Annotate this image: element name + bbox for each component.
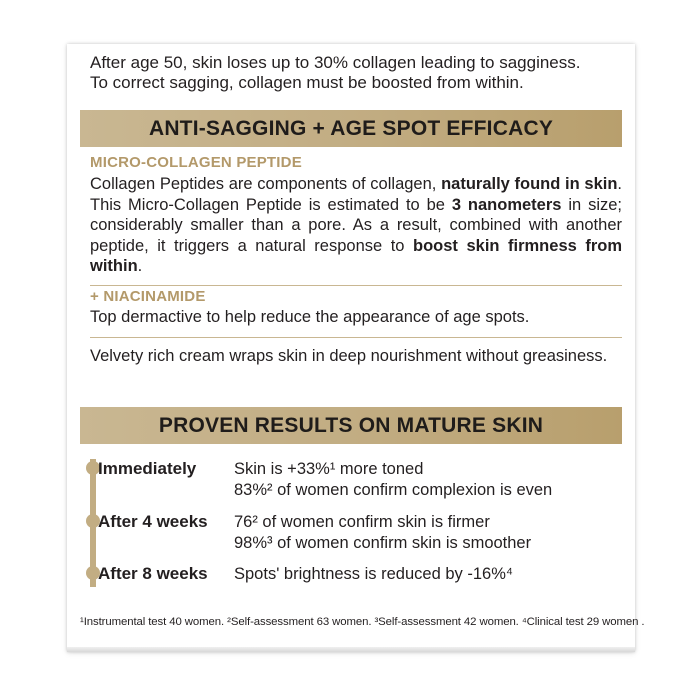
- result-text-4-weeks: [234, 512, 531, 554]
- niacinamide-heading: + NIACINAMIDE: [90, 288, 206, 305]
- micro-collagen-heading: MICRO-COLLAGEN PEPTIDE: [90, 154, 302, 171]
- cream-paragraph: Velvety rich cream wraps skin in deep nourishment without greasiness.: [90, 347, 608, 365]
- result-label-8-weeks: After 8 weeks: [98, 564, 208, 583]
- micro-text-f: boost skin firmness from within: [90, 236, 622, 275]
- result-label-immediately: Immediately: [98, 459, 197, 478]
- micro-text-c: . This Micro-Collagen Peptide is estimated to be: [90, 175, 622, 214]
- micro-text-d: 3 nanometers: [451, 195, 562, 214]
- result-line: 76² of women confirm skin is firmer: [234, 513, 490, 531]
- result-line: Skin is +33%¹ more toned: [234, 460, 424, 478]
- intro-line-2: To correct sagging, collagen must be boosted from within.: [90, 73, 524, 92]
- intro-line-1: After age 50, skin loses up to 30% collagen leading to sagginess.: [90, 53, 581, 72]
- micro-text-g: .: [137, 257, 143, 275]
- section-title-efficacy: ANTI-SAGGING + AGE SPOT EFFICACY: [80, 110, 622, 147]
- divider-2: [90, 337, 622, 338]
- section-title-results: PROVEN RESULTS ON MATURE SKIN: [80, 407, 622, 444]
- result-label-4-weeks: After 4 weeks: [98, 512, 208, 531]
- result-line: Spots' brightness is reduced by -16%⁴: [234, 565, 513, 583]
- niacinamide-paragraph: Top dermactive to help reduce the appearance of age spots.: [90, 308, 530, 326]
- result-line: 98%³ of women confirm skin is smoother: [234, 534, 532, 552]
- intro-text: [90, 53, 630, 93]
- micro-text-a: Collagen Peptides are components of collagen,: [90, 175, 442, 193]
- panel-bottom-edge: [67, 647, 635, 652]
- micro-collagen-paragraph: [90, 174, 622, 277]
- footnote: ¹Instrumental test 40 women. ²Self-assessment 63 women. ³Self-assessment 42 women. ⁴Clinical test 29 women .: [80, 616, 645, 628]
- result-text-8-weeks: [234, 564, 513, 585]
- micro-text-e: in size; considerably smaller than a pore. As a result, combined with another peptide, it triggers a natural response to: [90, 195, 622, 255]
- divider-1: [90, 285, 622, 286]
- micro-text-b: naturally found in skin: [441, 175, 618, 193]
- result-line: 83%² of women confirm complexion is even: [234, 481, 553, 499]
- result-text-immediately: [234, 459, 552, 501]
